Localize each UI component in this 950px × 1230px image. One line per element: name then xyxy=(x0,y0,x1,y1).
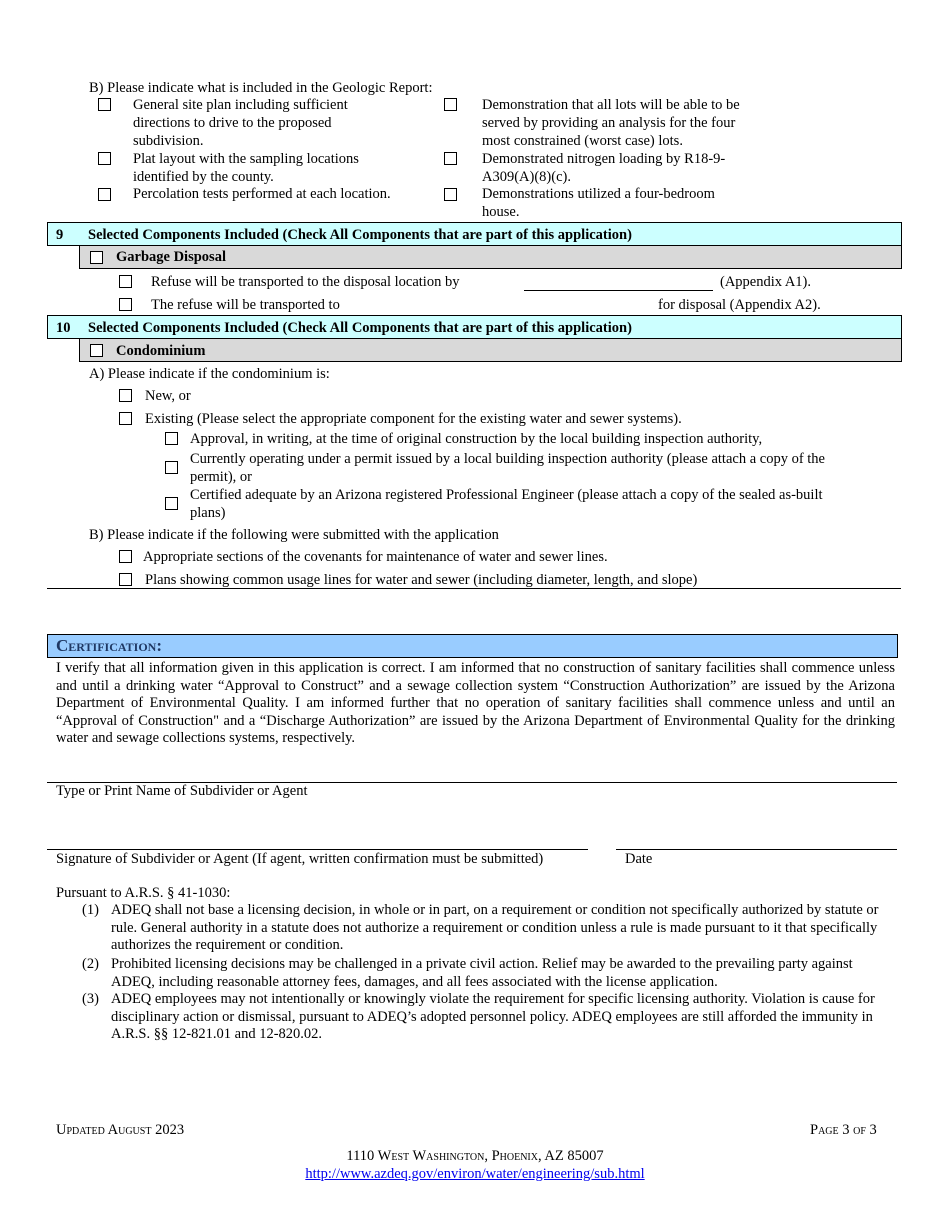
checkbox-garbage-disposal[interactable] xyxy=(90,251,103,264)
footer-address: 1110 West Washington, Phoenix, AZ 85007 xyxy=(346,1148,604,1164)
date-label: Date xyxy=(625,851,653,867)
condominium-a-heading: A) Please indicate if the condominium is: xyxy=(89,366,330,382)
plat-layout-line1: Plat layout with the sampling locations xyxy=(133,151,359,167)
checkbox-certified-adequate[interactable] xyxy=(165,497,178,510)
currently-operating-line2: permit), or xyxy=(190,469,253,485)
statute-item-3 xyxy=(82,991,897,1044)
common-usage-lines-label: Plans showing common usage lines for water and sewer (including diameter, length, and slope) xyxy=(145,572,698,588)
checkbox-currently-operating[interactable] xyxy=(165,461,178,474)
new-label: New, or xyxy=(145,388,191,404)
section9-number: 9 xyxy=(56,227,64,243)
refuse-transport-by-field[interactable] xyxy=(524,290,713,291)
footer-page-number: Page 3 of 3 xyxy=(810,1122,877,1138)
checkbox-covenants[interactable] xyxy=(119,550,132,563)
checkbox-common-usage-lines[interactable] xyxy=(119,573,132,586)
checkbox-demonstration-lots[interactable] xyxy=(444,98,457,111)
demonstration-lots-line3: most constrained (worst case) lots. xyxy=(482,133,683,149)
checkbox-new[interactable] xyxy=(119,389,132,402)
general-site-plan-line1: General site plan including sufficient xyxy=(133,97,348,113)
condominium-label: Condominium xyxy=(116,343,206,359)
garbage-disposal-bar xyxy=(79,245,902,269)
existing-label: Existing (Please select the appropriate component for the existing water and sewer systems). xyxy=(145,411,682,427)
certification-title: Certification: xyxy=(56,636,162,655)
certification-statement: I verify that all information given in this application is correct. I am informed that no construction of sanitary facilities shall commence unless and until a drinking water “Approval to Construct” and a sewage collection system “Construction Authorization” are issued by the Arizona Department of Environmental Quality. I am informed further that no operation of sanitary facilities shall commence unless and until an “Approval of Construction" and a “Discharge Authorization” are issued by the Arizona Department of Environmental Quality for the drinking water and sewage collections systems, respectively. xyxy=(56,660,895,747)
refuse-transport-to-label: The refuse will be transported to xyxy=(151,297,340,313)
statute-item-1 xyxy=(82,902,897,955)
appendix-a1-label: (Appendix A1). xyxy=(720,274,812,290)
statute-item-2-number: (2) xyxy=(82,956,99,972)
currently-operating-line1: Currently operating under a permit issued by a local building inspection authority (please attach a copy of the xyxy=(190,451,825,467)
plat-layout-line2: identified by the county. xyxy=(133,169,274,185)
name-label: Type or Print Name of Subdivider or Agent xyxy=(56,783,308,799)
condominium-b-heading: B) Please indicate if the following were submitted with the application xyxy=(89,527,499,543)
section10-bottom-rule xyxy=(47,588,901,589)
checkbox-approval-in-writing[interactable] xyxy=(165,432,178,445)
checkbox-refuse-transport-to[interactable] xyxy=(119,298,132,311)
footer-link-wrap xyxy=(0,1165,950,1183)
section10-header xyxy=(47,315,902,339)
section9-title: Selected Components Included (Check All Components that are part of this application) xyxy=(88,227,632,243)
statute-item-2 xyxy=(82,956,897,991)
date-line[interactable] xyxy=(616,849,897,850)
signature-label: Signature of Subdivider or Agent (If agent, written confirmation must be submitted) xyxy=(56,851,544,867)
certification-header xyxy=(47,634,898,658)
four-bedroom-line1: Demonstrations utilized a four-bedroom xyxy=(482,186,715,202)
checkbox-nitrogen-loading[interactable] xyxy=(444,152,457,165)
covenants-label: Appropriate sections of the covenants for maintenance of water and sewer lines. xyxy=(143,549,608,565)
section10-title: Selected Components Included (Check All Components that are part of this application) xyxy=(88,320,632,336)
statute-item-2-text: Prohibited licensing decisions may be challenged in a private civil action. Relief may be awarded to the prevailing party against ADEQ, including reasonable attorney fees, damages, and all fees associated with the license application. xyxy=(111,956,853,990)
refuse-transport-by-label: Refuse will be transported to the disposal location by xyxy=(151,274,460,290)
statute-item-1-text: ADEQ shall not base a licensing decision, in whole or in part, on a requirement or condition not specifically authorized by statute or rule. General authority in a statute does not authorize a requirement or condition unless a rule is made pursuant to it that specifically authorizes the requirement or condition. xyxy=(111,902,879,954)
statute-heading: Pursuant to A.R.S. § 41-1030: xyxy=(56,885,231,901)
checkbox-general-site-plan[interactable] xyxy=(98,98,111,111)
appendix-a2-label: for disposal (Appendix A2). xyxy=(658,297,821,313)
general-site-plan-line2: directions to drive to the proposed xyxy=(133,115,332,131)
checkbox-existing[interactable] xyxy=(119,412,132,425)
nitrogen-loading-line2: A309(A)(8)(c). xyxy=(482,169,571,185)
general-site-plan-line3: subdivision. xyxy=(133,133,204,149)
certified-adequate-line1: Certified adequate by an Arizona registered Professional Engineer (please attach a copy of the sealed as-built xyxy=(190,487,823,503)
statute-item-3-number: (3) xyxy=(82,991,99,1007)
demonstration-lots-line1: Demonstration that all lots will be able to be xyxy=(482,97,740,113)
condominium-bar xyxy=(79,338,902,362)
checkbox-refuse-transport-by[interactable] xyxy=(119,275,132,288)
checkbox-percolation-tests[interactable] xyxy=(98,188,111,201)
checkbox-condominium[interactable] xyxy=(90,344,103,357)
checkbox-plat-layout[interactable] xyxy=(98,152,111,165)
certified-adequate-line2: plans) xyxy=(190,505,226,521)
demonstration-lots-line2: served by providing an analysis for the four xyxy=(482,115,736,131)
section10-number: 10 xyxy=(56,320,71,336)
checkbox-four-bedroom[interactable] xyxy=(444,188,457,201)
garbage-disposal-label: Garbage Disposal xyxy=(116,249,226,265)
section9-header xyxy=(47,222,902,246)
statute-item-1-number: (1) xyxy=(82,902,99,918)
footer-url-link[interactable]: http://www.azdeq.gov/environ/water/engineering/sub.html xyxy=(305,1166,645,1182)
approval-in-writing-label: Approval, in writing, at the time of original construction by the local building inspection authority, xyxy=(190,431,763,447)
percolation-tests-label: Percolation tests performed at each location. xyxy=(133,186,391,202)
nitrogen-loading-line1: Demonstrated nitrogen loading by R18-9- xyxy=(482,151,726,167)
geologic-heading: B) Please indicate what is included in the Geologic Report: xyxy=(89,80,433,96)
statute-item-3-text: ADEQ employees may not intentionally or knowingly violate the requirement for specific licensing authority. Violation is cause for disciplinary action or dismissal, pursuant to ADEQ’s adopted personnel policy. ADEQ employees are still afforded the immunity in A.R.S. §§ 12-821.01 and 12-820.02. xyxy=(111,991,875,1043)
four-bedroom-line2: house. xyxy=(482,204,520,220)
footer-updated: Updated August 2023 xyxy=(56,1122,185,1138)
